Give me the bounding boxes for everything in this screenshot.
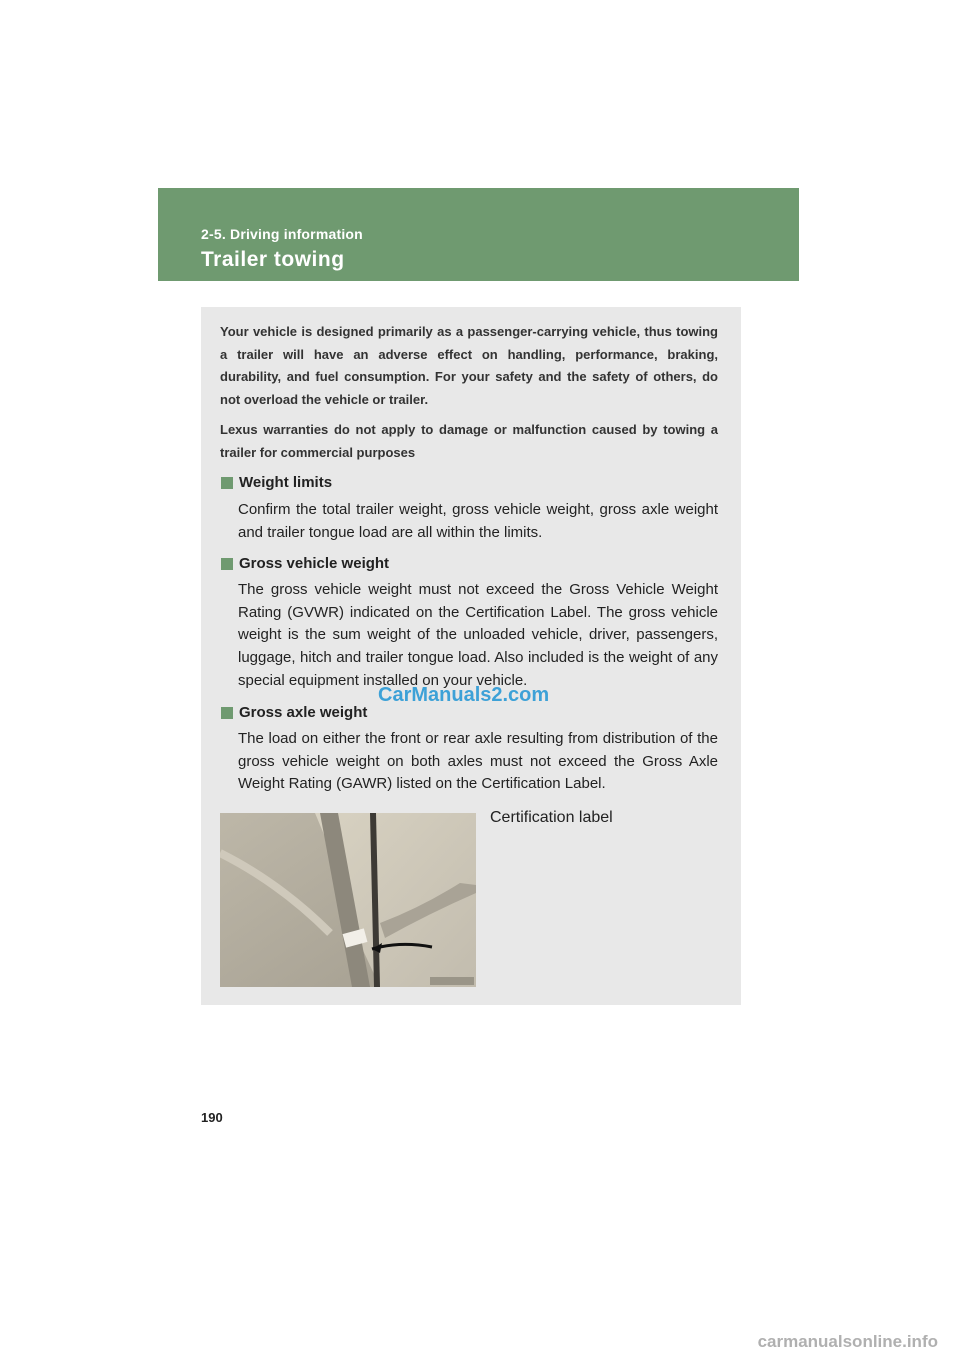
section-body-gross-axle-weight: The load on either the front or rear axle resulting from distribution of the gross vehicle weight on both axles must not exceed the Gross Axle Weight Rating (GAWR) listed on the Certification Label. bbox=[238, 730, 718, 793]
intro-paragraph: Your vehicle is designed primarily as a passenger-carrying vehicle, thus towing a trailer will have an adverse effect on handling, performance, braking, durability, and fuel consumption. For your safety and the safety of others, do not overload the vehicle or trailer. bbox=[220, 324, 718, 407]
square-bullet-icon bbox=[221, 707, 233, 719]
section-heading-gross-vehicle-weight bbox=[221, 555, 389, 572]
square-bullet-icon bbox=[221, 558, 233, 570]
section-body-weight-limits: Confirm the total trailer weight, gross vehicle weight, gross axle weight and trailer tongue load are all within the limits. bbox=[238, 501, 718, 541]
footer-watermark: carmanualsonline.info bbox=[757, 1332, 938, 1351]
page-title: Trailer towing bbox=[201, 248, 345, 271]
page-number: 190 bbox=[201, 1110, 223, 1125]
chapter-header bbox=[158, 188, 799, 281]
square-bullet-icon bbox=[221, 477, 233, 489]
section-heading-text: Gross vehicle weight bbox=[239, 555, 390, 572]
section-label: 2-5. Driving information bbox=[201, 226, 363, 242]
section-body-gross-vehicle-weight: The gross vehicle weight must not exceed the Gross Vehicle Weight Rating (GVWR) indicated on the Certification Label. The gross vehicle weight is the sum weight of the unloaded vehicle, driver, passengers, luggage, hitch and trailer tongue load. Also included is the weight of any special equipment installed on your vehicle. bbox=[238, 581, 718, 689]
section-heading-gross-axle-weight bbox=[221, 704, 367, 721]
content-panel bbox=[201, 307, 741, 1005]
section-heading-text: Gross axle weight bbox=[239, 704, 368, 721]
section-heading-weight-limits bbox=[221, 474, 332, 491]
watermark: CarManuals2.com bbox=[378, 684, 550, 706]
section-heading-text: Weight limits bbox=[239, 474, 333, 491]
warranty-note: Lexus warranties do not apply to damage or malfunction caused by towing a trailer for commercial purposes bbox=[220, 422, 718, 460]
certification-label-photo bbox=[220, 813, 476, 987]
figure-caption: Certification label bbox=[490, 809, 613, 826]
